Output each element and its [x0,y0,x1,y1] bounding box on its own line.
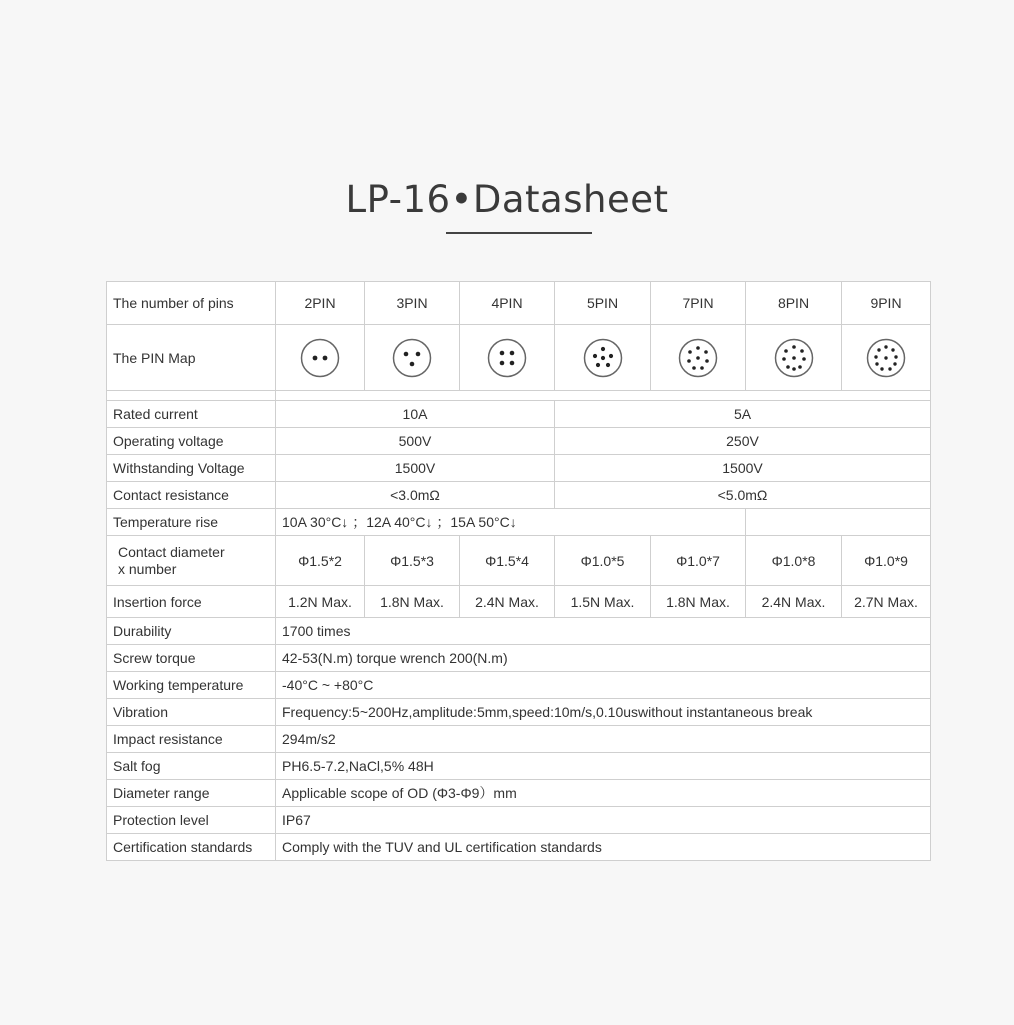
row-label: Withstanding Voltage [107,455,276,482]
row-label: Operating voltage [107,428,276,455]
pins-label: The number of pins [107,282,276,325]
table-row [107,586,931,618]
title-separator: • [450,178,473,221]
value-cell: Φ1.5*3 [365,536,460,586]
table-row [107,428,931,455]
table-row [107,807,931,834]
row-label: Salt fog [107,753,276,780]
value-cell: <3.0mΩ [276,482,555,509]
row-label-line: x number [118,560,177,577]
value-cell: Φ1.0*9 [842,536,931,586]
value-cell: 10A [276,401,555,428]
pin-count-cell: 7PIN [651,282,746,325]
table-row [107,536,931,586]
table-row [107,482,931,509]
value-cell: 1.2N Max. [276,586,365,618]
table-row [107,753,931,780]
row-label: Vibration [107,699,276,726]
table-row [107,672,931,699]
title-text: Datasheet [472,178,669,221]
value-cell: Φ1.0*8 [746,536,842,586]
value-cell: 1700 times [276,618,931,645]
value-cell: 500V [276,428,555,455]
value-cell: 294m/s2 [276,726,931,753]
value-cell: 1500V [555,455,931,482]
value-cell: 10A 30°C↓ ；12A 40°C↓ ；15A 50°C↓ [276,509,746,536]
table-row [107,834,931,861]
table-row-pins [107,282,931,325]
table-spacer-row [107,391,931,401]
value-cell: Φ1.5*2 [276,536,365,586]
value-cell: Φ1.0*7 [651,536,746,586]
pinmap-cell [555,325,651,391]
value-cell: 1.8N Max. [651,586,746,618]
value-cell: 1500V [276,455,555,482]
row-label: Protection level [107,807,276,834]
title-model: LP-16 [345,178,451,221]
row-label: Insertion force [107,586,276,618]
pinmap-cell [842,325,931,391]
pinmap-cell [365,325,460,391]
value-cell: IP67 [276,807,931,834]
table-row [107,780,931,807]
value-cell: -40°C ~ +80°C [276,672,931,699]
pin-count-cell: 9PIN [842,282,931,325]
9-pin-map-icon [865,337,907,379]
value-cell: 2.4N Max. [460,586,555,618]
page-title [0,178,1014,221]
row-label: Certification standards [107,834,276,861]
row-label-line: Contact diameter [118,543,225,560]
row-label: Rated current [107,401,276,428]
row-label [107,536,276,586]
2-pin-map-icon [299,337,341,379]
table-row-pinmap [107,325,931,391]
value-cell: 42-53(N.m) torque wrench 200(N.m) [276,645,931,672]
row-label: Screw torque [107,645,276,672]
table-row [107,645,931,672]
value-cell: 1.5N Max. [555,586,651,618]
4-pin-map-icon [486,337,528,379]
pin-count-cell: 4PIN [460,282,555,325]
pinmap-label: The PIN Map [107,325,276,391]
table-row [107,726,931,753]
value-cell: Applicable scope of OD (Φ3-Φ9）mm [276,780,931,807]
value-cell: 2.4N Max. [746,586,842,618]
row-label: Durability [107,618,276,645]
5-pin-map-icon [582,337,624,379]
title-underline [446,232,592,234]
table-row [107,509,931,536]
value-cell: 1.8N Max. [365,586,460,618]
value-cell: 250V [555,428,931,455]
pinmap-cell [460,325,555,391]
row-label: Impact resistance [107,726,276,753]
empty-cell [746,509,931,536]
value-cell: <5.0mΩ [555,482,931,509]
value-cell: Comply with the TUV and UL certification standards [276,834,931,861]
3-pin-map-icon [391,337,433,379]
table-row [107,618,931,645]
table-row [107,455,931,482]
pinmap-cell [651,325,746,391]
pin-count-cell: 2PIN [276,282,365,325]
datasheet-table [106,281,931,861]
row-label: Contact resistance [107,482,276,509]
value-cell: Φ1.0*5 [555,536,651,586]
pin-count-cell: 5PIN [555,282,651,325]
pinmap-cell [276,325,365,391]
table-row [107,699,931,726]
value-cell: Φ1.5*4 [460,536,555,586]
7-pin-map-icon [677,337,719,379]
pin-count-cell: 8PIN [746,282,842,325]
8-pin-map-icon [773,337,815,379]
value-cell: PH6.5-7.2,NaCl,5% 48H [276,753,931,780]
row-label: Temperature rise [107,509,276,536]
table-row [107,401,931,428]
pin-count-cell: 3PIN [365,282,460,325]
value-cell: Frequency:5~200Hz,amplitude:5mm,speed:10m/s,0.10uswithout instantaneous break [276,699,931,726]
value-cell: 5A [555,401,931,428]
value-cell: 2.7N Max. [842,586,931,618]
pinmap-cell [746,325,842,391]
row-label: Working temperature [107,672,276,699]
row-label: Diameter range [107,780,276,807]
